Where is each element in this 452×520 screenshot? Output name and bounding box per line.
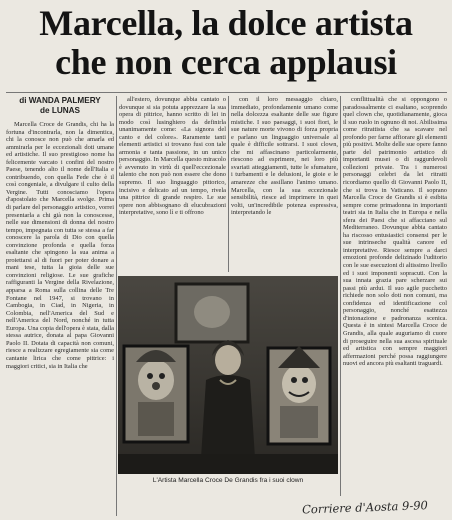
article-column-2 — [119, 96, 226, 272]
column-divider-3 — [340, 96, 341, 496]
artist-photo-image — [118, 276, 338, 474]
byline-author-surname: de LUNAS — [39, 106, 81, 115]
article-column-4 — [343, 96, 447, 496]
article-column-2-text: all'estero, dovunque abbia cantato o dovunque si sia potuta apprezzare la sua opera di pittrice, hanno scritto di lei in modo così lusinghiero da definirla unanimamente come: «La signora del canto e del colore». Raramente tanti elementi artistici si trovano fusi con tale armonia e tanta passione, in un unico personaggio. In Marcella questo miracolo è avvenuto in virtù di quell'eccezionale talento che non può non essere che dono supremo. Il suo linguaggio pittorico, incisivo e delicato ad un tempo, rivela una pittrice di grande respiro. Le sue opere non abbisognano di elucubrazioni interpretative, sono lì e ti offrono — [119, 96, 226, 217]
headline-line-1: Marcella, la dolce artista — [39, 3, 413, 43]
headline — [4, 4, 448, 82]
byline-author: di WANDA PALMERY — [19, 96, 101, 105]
article-column-3 — [231, 96, 338, 272]
headline-line-2: che non cerca applausi — [55, 42, 397, 82]
headline-divider — [6, 92, 447, 93]
article-column-4-text: conflittualità che si oppongono o paradossalmente ci esaltano, scoprendo quel clown che, quotidianamente, gioca il suo ruolo in ognuno di noi. Abilissima come ritrattista che sa scavare nel profondo per farne affiorare gli elementi più positivi. Molte delle sue opere fanno parte del patrimonio artistico di importanti musei o di raggurdevoli collezioni private. Tra i numerosi personaggi celebri da lei ritratti ricordiamo quello di Giovanni Paolo II, che si trova in Vaticano. Il soprano Marcella Croce de Grandis si è esibita sempre come primadonna in importanti teatri sia in Italia che in Europa e nella sfera dei Paesi che si affacciano sul Mediterraneo. Dovunque abbia cantato ha riscosso entusiastici consensi per le sue intrinseche qualità canore ed interpretative. Riesce sempre a darci emozioni profonde delizinado l'uditorio con le sue esecuzioni di altissimo livello ed i suoi imponenti sopracuti. Con la sua innata grazia pare scherzare sui passi più ardui. Il suo agile pucchetto richiede non solo doti non comuni, ma confidenza ed identificazione col personaggio, nonché esattezza d'intonazione e padronanza scenica. Questa è in sintesi Marcella Croce de Grandis, alla quale auguriamo di cuore di proseguire nella sua ascesa spirituale ed artistica con sempre maggiori affermazioni perché possa raggiungere nuovi ed ancora più esaltanti traguardi. — [343, 96, 447, 368]
article-column-3-text: con il loro messaggio chiaro, immediato, profondamente umano come nella dolcezza esaltante delle sue figure mistiche. I suo paesaggi, i suoi fiori, le sue nature morte vivono di forza propria e parlano un linguaggio universale al quale è difficile sottrarsi. I suoi clown, che mi affascinano particolarmente, riescono ad esprimere, nei loro più svariati atteggiamenti, tutte le sfumature, i turbamenti e le delusioni, le gioie e le amarezze che assillano l'animo umano. Marcella, con la sua eccezionale sensibilità, riesce ad imprimere in quei volti, un'incredibile potenza espressiva, interpretando le — [231, 96, 338, 217]
article-column-1 — [6, 121, 114, 517]
handwritten-source-note — [300, 492, 450, 518]
photo-caption: L'Artista Marcella Croce De Grandis fra i suoi clown — [152, 477, 304, 484]
handwritten-source-text: Corriere d'Aosta 9-90 — [301, 498, 429, 517]
column-divider-1 — [116, 96, 117, 516]
artist-photo — [118, 276, 338, 474]
article-column-1-text: Marcella Croce de Grandis, chi ha la fortuna d'incontrarla, non la dimentica, chi la conosce non può che amarla ed ammirarla per le eccezionali doti umane ed artistiche. Il suo prestigioso nome ha felicemente varcato i confini del nostro Paese, tenendo alto il nome dell'Italia e contribuendo, con quella Fede che è il così congeniale, a divulgare il culto della Vergine. Tutti conosciamo l'opera d'apostolato che Marcella svolge. Prima di parlare del personaggio artistico, vorrei presentarla a chi già non la conoscesse, nelle sue dimensioni di donna del nostro tempo, impegnata con tutta se stessa a far conoscere la parola di Dio con quella convinzione profonda e quella forza esaltante che spingono la sua anima a proiettarsi al di fuori per poter donare a mani tese, tutta la gioia delle sue convinzioni religiose. Le sue grafiche raffiguranti la Vergine della Rivelazione, apparsa a Roma sulla collina delle Tre Fontane nel 1947, si trovano in Cambogia, in Ciad, in Nigeria, in Colombia, nell'America del Sud e nell'America del Nord, nonché in tutta Europa. Una copia dell'opera è stata, dalla stessa autrice, donata al papa Giovanni Paolo II. Dotata di capacità non comuni, riesce a realizzare egregiamente sia come cantante lirica che come pittrice: i maggiori critici, sia in Italia che — [6, 121, 114, 370]
column-divider-2 — [228, 96, 229, 272]
byline — [6, 96, 114, 116]
